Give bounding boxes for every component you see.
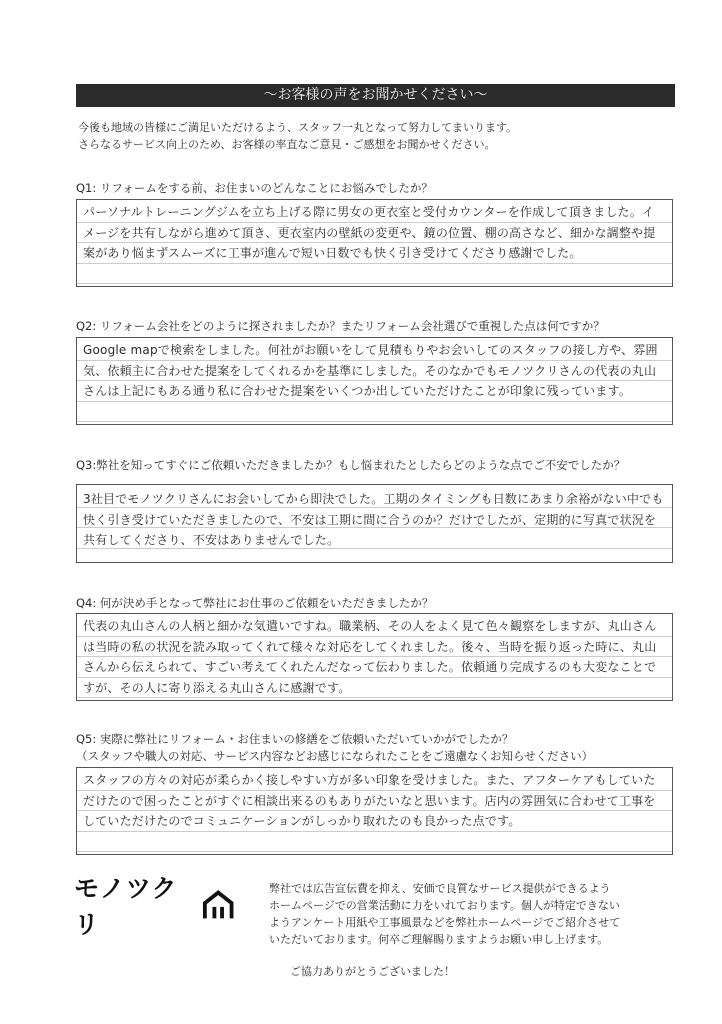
question-1: Q1: リフォームをする前、お住まいのどんなことにお悩みでしたか？ — [76, 181, 433, 195]
question-3: Q3:弊社を知ってすぐにご依頼いただきましたか？もし悩まれたとしたらどのような点でご不安でしたか？ — [76, 458, 626, 472]
question-4: Q4: 何が決め手となって弊社にお仕事のご依頼をいただきましたか？ — [76, 596, 434, 610]
survey-title-banner — [76, 84, 675, 107]
answer-box-1 — [76, 199, 673, 287]
answer-1: パーソナルトレーニングジムを立ち上げる際に男女の更衣室と受付カウンターを作成して頂きました。イメージを共有しながら進めて頂き、更衣室内の壁紙の変更や、鏡の位置、棚の高さなど、細かな調整や提案があり悩まずスムーズに工事が進んで短い日数でも快く引き受けてくださり感謝でした。 — [83, 205, 656, 260]
answer-box-2 — [76, 337, 673, 425]
company-logo — [74, 874, 234, 939]
answer-box-3 — [76, 484, 673, 563]
question-5: Q5: 実際に弊社にリフォーム・お住まいの修繕をご依頼いただいていかがでしたか？ — [76, 732, 514, 746]
question-5-sub: （スタッフや職人の対応、サービス内容などお感じになられたことをご遠慮なくお知らせください） — [76, 749, 594, 763]
intro-line-2: さらなるサービス向上のため、お客様の率直なご意見・ご感想をお聞かせください。 — [78, 138, 496, 151]
note-line-2: ホームページでの営業活動に力をいれております。個人が特定できない — [269, 899, 620, 912]
answer-box-5 — [76, 767, 673, 855]
note-line-3: ようアンケート用紙や工事風景などを弊社ホームページでご紹介させて — [269, 916, 621, 929]
answer-box-4 — [76, 613, 673, 701]
logo-text: モノツクリ — [74, 874, 178, 939]
answer-3: 3社目でモノツクリさんにお会いしてから即決でした。工期のタイミングも日数にあまり余裕がない中でも快く引き受けていただきましたので、不安は工期に間に合うのか？だけでしたが、定期的に写真で状況を共有してくださり、不安はありませんでした。 — [83, 492, 664, 547]
intro-text — [78, 119, 678, 153]
answer-4: 代表の丸山さんの人柄と細かな気遣いですね。職業柄、その人をよく見て色々観察をしますが、丸山さんは当時の私の状況を読み取ってくれて様々な対応をしてくれました。後々、当時を振り返った時に、丸山さんから伝えられて、すごい考えてくれたんだなって伝わりました。依頼通り完成するのも大変なことですが、その人に寄り添える丸山さんに感謝です。 — [83, 619, 657, 695]
answer-2: Google mapで検索をしました。何社がお願いをして見積もりやお会いしてのスタッフの接し方や、雰囲気、依頼主に合わせた提案をしてくれるかを基準にしました。そのなかでもモノツクリさんの代表の丸山さんは上記にもある通り私に合わせた提案をいくつか出していただけたことが印象に残っています。 — [83, 343, 658, 398]
intro-line-1: 今後も地域の皆様にご満足いただけるよう、スタッフ一丸となって努力してまいります。 — [78, 121, 518, 134]
publication-note — [269, 880, 671, 948]
note-line-4: いただいております。何卒ご理解賜りますようお願い申し上げます。 — [269, 933, 609, 946]
survey-title: ～お客様の声をお聞かせください～ — [263, 87, 488, 103]
note-line-1: 弊社では広告宣伝費を抑え、安価で良質なサービス提供ができるよう — [269, 882, 611, 895]
question-2: Q2: リフォーム会社をどのように探されましたか？またリフォーム会社選びで重視した点は何ですか？ — [76, 319, 605, 333]
answer-5: スタッフの方々の対応が柔らかく接しやすい方が多い印象を受けました。また、アフターケアもしていただけたので困ったことがすぐに相談出来るのもありがたいなと思います。店内の雰囲気に合わせて工事をしていただけたのでコミュニケーションがしっかり取れたのも良かった点です。 — [83, 773, 656, 828]
house-logo-icon — [202, 889, 234, 921]
thank-you-message: ご協力ありがとうございました！ — [290, 965, 455, 978]
